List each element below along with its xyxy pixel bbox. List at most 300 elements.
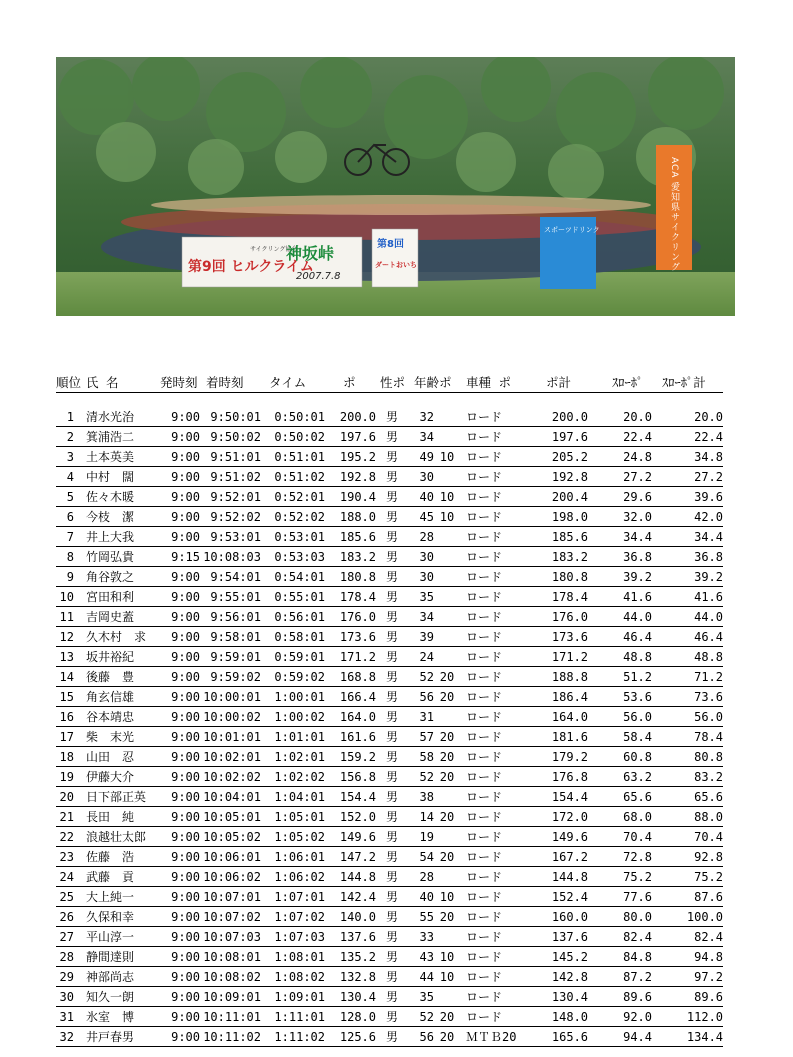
cell-name: 平山淳一 [80,927,160,947]
cell-total: 154.4 [522,787,588,807]
cell-points: 161.6 [325,727,376,747]
small-banner [372,229,418,287]
cell-slope: 44.0 [588,607,652,627]
cell-total: 149.6 [522,827,588,847]
group-photo [56,57,735,316]
cell-points: 171.2 [325,647,376,667]
cell-slope-total: 134.4 [652,1027,723,1047]
cell-finish: 9:52:02 [200,507,261,527]
cell-start: 9:00 [160,607,200,627]
cell-name: 柴 末光 [80,727,160,747]
cell-slope-total: 42.0 [652,507,723,527]
banner-sub-text: サイクリング協会 [250,246,298,253]
cell-name: 井戸春男 [80,1027,160,1047]
cell-name: 静間達則 [80,947,160,967]
cell-finish: 10:02:02 [200,767,261,787]
cell-points: 188.0 [325,507,376,527]
cell-bike: ロード [460,667,522,687]
cell-age-bonus [434,707,460,727]
table-row [56,947,723,967]
cell-sex: 男 [376,547,408,567]
cell-bike: ＭＴＢ20 [460,1027,522,1047]
cell-age-bonus: 10 [434,487,460,507]
cell-bike: ロード [460,907,522,927]
cell-age: 30 [408,547,434,567]
cell-sex: 男 [376,567,408,587]
cell-age-bonus [434,467,460,487]
table-row [56,407,723,427]
cell-slope: 75.2 [588,867,652,887]
cell-sex: 男 [376,927,408,947]
cell-rank: 25 [56,887,80,907]
cell-total: 180.8 [522,567,588,587]
cell-age-bonus [434,547,460,567]
header-slope-total: ｽﾛｰﾎﾟ計 [652,372,723,393]
cell-age: 40 [408,887,434,907]
cell-slope: 39.2 [588,567,652,587]
cell-time: 0:52:01 [261,487,325,507]
cell-age: 43 [408,947,434,967]
cell-start: 9:00 [160,727,200,747]
cell-age: 55 [408,907,434,927]
cell-slope: 80.0 [588,907,652,927]
cell-slope: 92.0 [588,1007,652,1027]
cell-finish: 10:06:01 [200,847,261,867]
cell-finish: 9:56:01 [200,607,261,627]
cell-slope-total: 46.4 [652,627,723,647]
cell-name: 宮田和利 [80,587,160,607]
cell-slope-total: 78.4 [652,727,723,747]
cell-bike: ロード [460,427,522,447]
cell-name: 吉岡史蓋 [80,607,160,627]
cell-bike: ロード [460,447,522,467]
cell-total: 197.6 [522,427,588,447]
cell-points: 190.4 [325,487,376,507]
cell-age: 31 [408,707,434,727]
cell-points: 200.0 [325,407,376,427]
cell-time: 1:08:02 [261,967,325,987]
cell-total: 185.6 [522,527,588,547]
cell-points: 192.8 [325,467,376,487]
header-rank: 順位 [56,372,80,393]
cell-slope-total: 87.6 [652,887,723,907]
cell-time: 1:01:01 [261,727,325,747]
cell-points: 178.4 [325,587,376,607]
cell-slope: 94.4 [588,1027,652,1047]
cell-time: 0:50:01 [261,407,325,427]
cell-finish: 10:01:01 [200,727,261,747]
cell-points: 176.0 [325,607,376,627]
cell-points: 173.6 [325,627,376,647]
cell-sex: 男 [376,767,408,787]
cell-name: 佐藤 浩 [80,847,160,867]
cell-sex: 男 [376,667,408,687]
table-row [56,487,723,507]
cell-points: 140.0 [325,907,376,927]
cell-name: 武藤 貢 [80,867,160,887]
cell-finish: 10:11:01 [200,1007,261,1027]
cell-age: 57 [408,727,434,747]
cell-rank: 14 [56,667,80,687]
header-finish: 着時刻 [200,372,261,393]
cell-sex: 男 [376,827,408,847]
cell-total: 176.0 [522,607,588,627]
cell-slope: 32.0 [588,507,652,527]
table-row [56,507,723,527]
cell-age-bonus [434,607,460,627]
cell-rank: 31 [56,1007,80,1027]
cell-start: 9:00 [160,807,200,827]
cell-total: 176.8 [522,767,588,787]
cell-time: 1:11:02 [261,1027,325,1047]
cell-slope: 46.4 [588,627,652,647]
cell-age-bonus: 20 [434,727,460,747]
cell-age: 40 [408,487,434,507]
table-row [56,447,723,467]
cell-name: 久保和幸 [80,907,160,927]
cell-slope-total: 27.2 [652,467,723,487]
cell-points: 147.2 [325,847,376,867]
cell-age-bonus: 20 [434,1007,460,1027]
cell-age: 24 [408,647,434,667]
cell-slope: 84.8 [588,947,652,967]
cell-total: 173.6 [522,627,588,647]
table-row [56,747,723,767]
cell-sex: 男 [376,787,408,807]
cell-start: 9:00 [160,747,200,767]
cell-finish: 9:50:02 [200,427,261,447]
cell-rank: 3 [56,447,80,467]
cell-slope-total: 56.0 [652,707,723,727]
cell-bike: ロード [460,607,522,627]
cell-slope-total: 94.8 [652,947,723,967]
cell-total: 205.2 [522,447,588,467]
cell-time: 1:02:02 [261,767,325,787]
cell-time: 1:07:02 [261,907,325,927]
cell-points: 125.6 [325,1027,376,1047]
cell-points: 137.6 [325,927,376,947]
table-row [56,707,723,727]
cell-sex: 男 [376,407,408,427]
cell-age: 49 [408,447,434,467]
cell-slope-total: 97.2 [652,967,723,987]
cell-slope: 34.4 [588,527,652,547]
cell-time: 1:07:03 [261,927,325,947]
header-time: タイム [261,372,325,393]
cell-age-bonus: 20 [434,667,460,687]
flag-text: ACA 愛知県サイクリング [669,157,679,273]
table-row [56,1007,723,1027]
cell-time: 1:08:01 [261,947,325,967]
cell-name: 中村 闊 [80,467,160,487]
cell-sex: 男 [376,527,408,547]
cell-start: 9:00 [160,947,200,967]
cell-finish: 10:07:02 [200,907,261,927]
cell-points: 183.2 [325,547,376,567]
cell-start: 9:00 [160,847,200,867]
cell-age-bonus [434,987,460,1007]
cell-bike: ロード [460,467,522,487]
cell-age-bonus: 20 [434,1027,460,1047]
cell-sex: 男 [376,807,408,827]
cell-start: 9:00 [160,447,200,467]
cell-start: 9:00 [160,627,200,647]
cell-rank: 32 [56,1027,80,1047]
cell-age-bonus [434,827,460,847]
cell-slope-total: 20.0 [652,407,723,427]
cell-finish: 9:59:02 [200,667,261,687]
cell-slope: 41.6 [588,587,652,607]
cell-bike: ロード [460,507,522,527]
cell-age: 39 [408,627,434,647]
cell-start: 9:00 [160,987,200,1007]
cell-finish: 10:00:02 [200,707,261,727]
cell-start: 9:00 [160,787,200,807]
cell-total: 144.8 [522,867,588,887]
cell-start: 9:00 [160,907,200,927]
cell-points: 128.0 [325,1007,376,1027]
header-sex: 性ポ [376,372,408,393]
cell-sex: 男 [376,1007,408,1027]
cell-rank: 22 [56,827,80,847]
cell-bike: ロード [460,927,522,947]
cell-bike: ロード [460,827,522,847]
cell-time: 0:59:02 [261,667,325,687]
cell-age-bonus [434,627,460,647]
cell-bike: ロード [460,627,522,647]
cell-slope-total: 22.4 [652,427,723,447]
table-row [56,547,723,567]
cell-bike: ロード [460,847,522,867]
cell-age: 35 [408,987,434,1007]
small-banner-text-2: ダートおいち [375,261,417,269]
table-row [56,587,723,607]
cell-finish: 10:04:01 [200,787,261,807]
cell-total: 200.0 [522,407,588,427]
cell-start: 9:00 [160,587,200,607]
cell-name: 角玄信雄 [80,687,160,707]
cell-name: 土本英美 [80,447,160,467]
cell-total: 171.2 [522,647,588,667]
cell-sex: 男 [376,447,408,467]
header-age: 年齢ポ [408,372,460,393]
cell-age-bonus [434,647,460,667]
cell-finish: 10:06:02 [200,867,261,887]
cell-points: 152.0 [325,807,376,827]
cell-age: 28 [408,527,434,547]
cell-total: 200.4 [522,487,588,507]
table-row [56,647,723,667]
cell-name: 氷室 博 [80,1007,160,1027]
cell-start: 9:00 [160,867,200,887]
table-row [56,847,723,867]
cell-bike: ロード [460,987,522,1007]
cell-slope: 29.6 [588,487,652,507]
cell-age: 56 [408,1027,434,1047]
cell-start: 9:00 [160,827,200,847]
cell-age-bonus: 10 [434,507,460,527]
cell-rank: 21 [56,807,80,827]
cell-start: 9:00 [160,967,200,987]
cell-start: 9:00 [160,427,200,447]
table-row [56,567,723,587]
cell-age-bonus [434,867,460,887]
cell-sex: 男 [376,727,408,747]
results-body [56,393,723,1047]
cell-rank: 20 [56,787,80,807]
cell-name: 知久一朗 [80,987,160,1007]
cell-age: 54 [408,847,434,867]
cell-slope-total: 71.2 [652,667,723,687]
cell-points: 144.8 [325,867,376,887]
cell-finish: 9:55:01 [200,587,261,607]
cell-bike: ロード [460,867,522,887]
cell-finish: 10:07:03 [200,927,261,947]
cell-start: 9:00 [160,667,200,687]
cell-name: 角谷敦之 [80,567,160,587]
cell-start: 9:00 [160,567,200,587]
cell-age-bonus: 20 [434,687,460,707]
cell-rank: 28 [56,947,80,967]
cell-bike: ロード [460,487,522,507]
cell-start: 9:15 [160,547,200,567]
poster-text: スポーツドリンク [544,226,600,234]
cell-finish: 9:50:01 [200,407,261,427]
cell-time: 1:05:01 [261,807,325,827]
cell-rank: 1 [56,407,80,427]
cell-age-bonus: 20 [434,767,460,787]
cell-age: 52 [408,1007,434,1027]
table-row [56,687,723,707]
cell-slope-total: 44.0 [652,607,723,627]
cell-slope: 22.4 [588,427,652,447]
cell-bike: ロード [460,967,522,987]
cell-points: 132.8 [325,967,376,987]
cell-age: 19 [408,827,434,847]
cell-sex: 男 [376,707,408,727]
cell-start: 9:00 [160,767,200,787]
cell-rank: 12 [56,627,80,647]
cell-age: 58 [408,747,434,767]
cell-rank: 13 [56,647,80,667]
cell-slope-total: 48.8 [652,647,723,667]
cell-age: 35 [408,587,434,607]
cell-start: 9:00 [160,707,200,727]
cell-finish: 10:07:01 [200,887,261,907]
cell-rank: 16 [56,707,80,727]
cell-bike: ロード [460,547,522,567]
cell-time: 0:54:01 [261,567,325,587]
cell-total: 188.8 [522,667,588,687]
table-row [56,767,723,787]
cell-points: 135.2 [325,947,376,967]
cell-slope-total: 65.6 [652,787,723,807]
cell-name: 山田 忍 [80,747,160,767]
cell-rank: 11 [56,607,80,627]
cell-slope: 65.6 [588,787,652,807]
cell-finish: 10:05:02 [200,827,261,847]
cell-start: 9:00 [160,887,200,907]
cell-finish: 9:52:01 [200,487,261,507]
cell-finish: 9:54:01 [200,567,261,587]
cell-points: 142.4 [325,887,376,907]
table-row [56,727,723,747]
cell-rank: 26 [56,907,80,927]
cell-finish: 10:11:02 [200,1027,261,1047]
cell-rank: 9 [56,567,80,587]
cell-name: 日下部正英 [80,787,160,807]
cell-age: 52 [408,767,434,787]
cell-rank: 29 [56,967,80,987]
cell-slope-total: 39.6 [652,487,723,507]
cell-total: 165.6 [522,1027,588,1047]
cell-age-bonus: 20 [434,847,460,867]
cell-name: 箕浦浩二 [80,427,160,447]
cell-points: 130.4 [325,987,376,1007]
cell-time: 1:00:02 [261,707,325,727]
cell-rank: 19 [56,767,80,787]
cell-age-bonus [434,787,460,807]
cell-rank: 30 [56,987,80,1007]
cell-start: 9:00 [160,687,200,707]
cell-time: 0:53:01 [261,527,325,547]
cell-age: 52 [408,667,434,687]
cell-total: 183.2 [522,547,588,567]
results-table [56,372,723,1047]
cell-age: 32 [408,407,434,427]
cell-slope-total: 34.8 [652,447,723,467]
cell-time: 0:51:02 [261,467,325,487]
cell-total: 179.2 [522,747,588,767]
cell-name: 今枝 潔 [80,507,160,527]
cell-start: 9:00 [160,507,200,527]
cell-age-bonus: 20 [434,747,460,767]
cell-finish: 10:09:01 [200,987,261,1007]
cell-start: 9:00 [160,1007,200,1027]
cell-slope-total: 89.6 [652,987,723,1007]
cell-points: 164.0 [325,707,376,727]
cell-time: 1:06:02 [261,867,325,887]
cell-finish: 10:00:01 [200,687,261,707]
cell-sex: 男 [376,687,408,707]
cell-slope: 70.4 [588,827,652,847]
cell-time: 0:58:01 [261,627,325,647]
cell-slope: 58.4 [588,727,652,747]
cell-total: 148.0 [522,1007,588,1027]
cell-age-bonus [434,527,460,547]
cell-bike: ロード [460,587,522,607]
cell-slope: 51.2 [588,667,652,687]
cell-slope-total: 75.2 [652,867,723,887]
table-row [56,907,723,927]
cell-rank: 6 [56,507,80,527]
cell-bike: ロード [460,1007,522,1027]
cell-age: 34 [408,427,434,447]
cell-slope: 87.2 [588,967,652,987]
cell-finish: 9:53:01 [200,527,261,547]
cell-bike: ロード [460,567,522,587]
cell-age-bonus: 10 [434,887,460,907]
cell-time: 0:59:01 [261,647,325,667]
cell-slope-total: 92.8 [652,847,723,867]
cell-start: 9:00 [160,1027,200,1047]
cell-total: 142.8 [522,967,588,987]
cell-sex: 男 [376,427,408,447]
cell-age: 30 [408,567,434,587]
cell-time: 1:09:01 [261,987,325,1007]
cell-sex: 男 [376,747,408,767]
table-row [56,967,723,987]
